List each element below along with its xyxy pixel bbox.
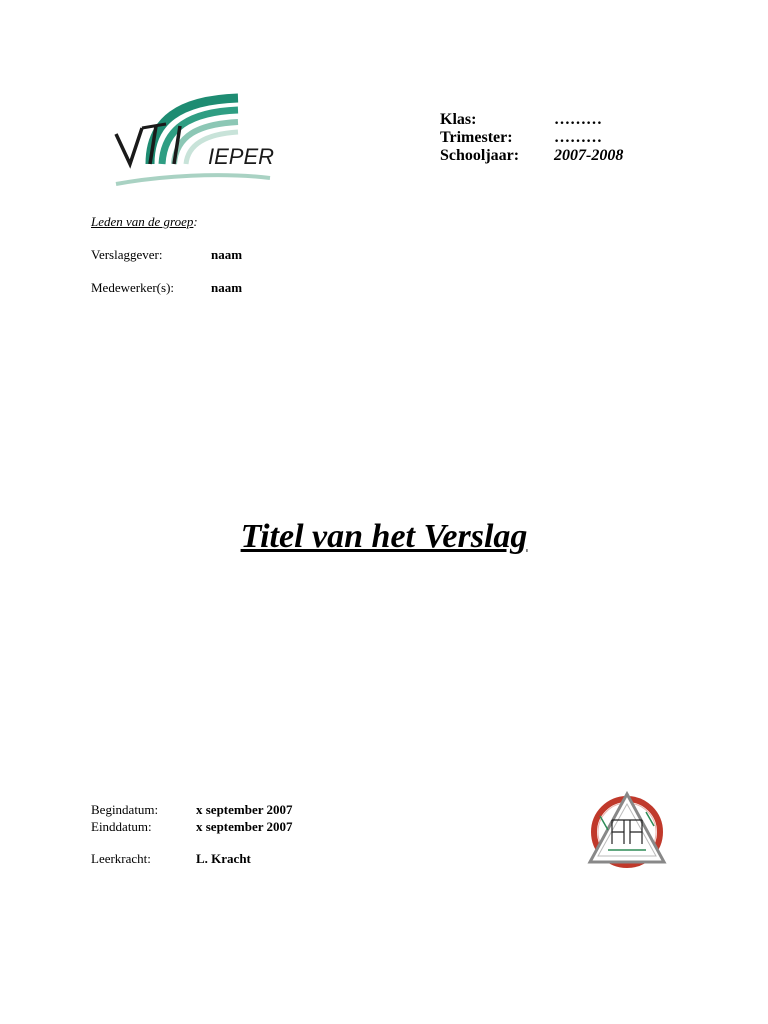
group-members-heading-text: Leden van de groep (91, 214, 194, 229)
leerkracht-row (91, 850, 251, 867)
trimester-value: ……… (554, 129, 602, 146)
medewerker-value: naam (211, 280, 243, 295)
trimester-label: Trimester: (440, 129, 513, 146)
begindatum-label: Begindatum: (91, 802, 159, 817)
group-members-heading-colon: : (193, 214, 198, 229)
klas-label: Klas: (440, 111, 477, 128)
einddatum-value: x september 2007 (196, 819, 293, 834)
info-block (440, 111, 623, 165)
schooljaar-value: 2007-2008 (554, 147, 624, 164)
leerkracht-label: Leerkracht: (91, 851, 151, 866)
school-logo (110, 92, 276, 188)
klas-row (440, 111, 623, 129)
school-emblem (586, 790, 668, 870)
begindatum-row (91, 801, 293, 818)
report-title (0, 518, 768, 556)
medewerker-row (91, 280, 242, 296)
trimester-row (440, 129, 623, 147)
schooljaar-row (440, 147, 623, 165)
medewerker-label: Medewerker(s): (91, 280, 175, 295)
verslaggever-label: Verslaggever: (91, 247, 163, 262)
einddatum-label: Einddatum: (91, 819, 152, 834)
report-title-text: Titel van het Verslag (240, 518, 528, 555)
group-members-heading (91, 214, 198, 230)
begindatum-value: x september 2007 (196, 802, 293, 817)
leerkracht-value: L. Kracht (196, 851, 251, 866)
verslaggever-row (91, 247, 242, 263)
einddatum-row (91, 818, 293, 835)
emblem-graphic (586, 790, 668, 870)
schooljaar-label: Schooljaar: (440, 147, 520, 164)
klas-value: ……… (554, 111, 602, 128)
verslaggever-value: naam (211, 247, 243, 262)
logo-text: IEPER (208, 144, 275, 169)
logo-graphic (110, 92, 276, 188)
